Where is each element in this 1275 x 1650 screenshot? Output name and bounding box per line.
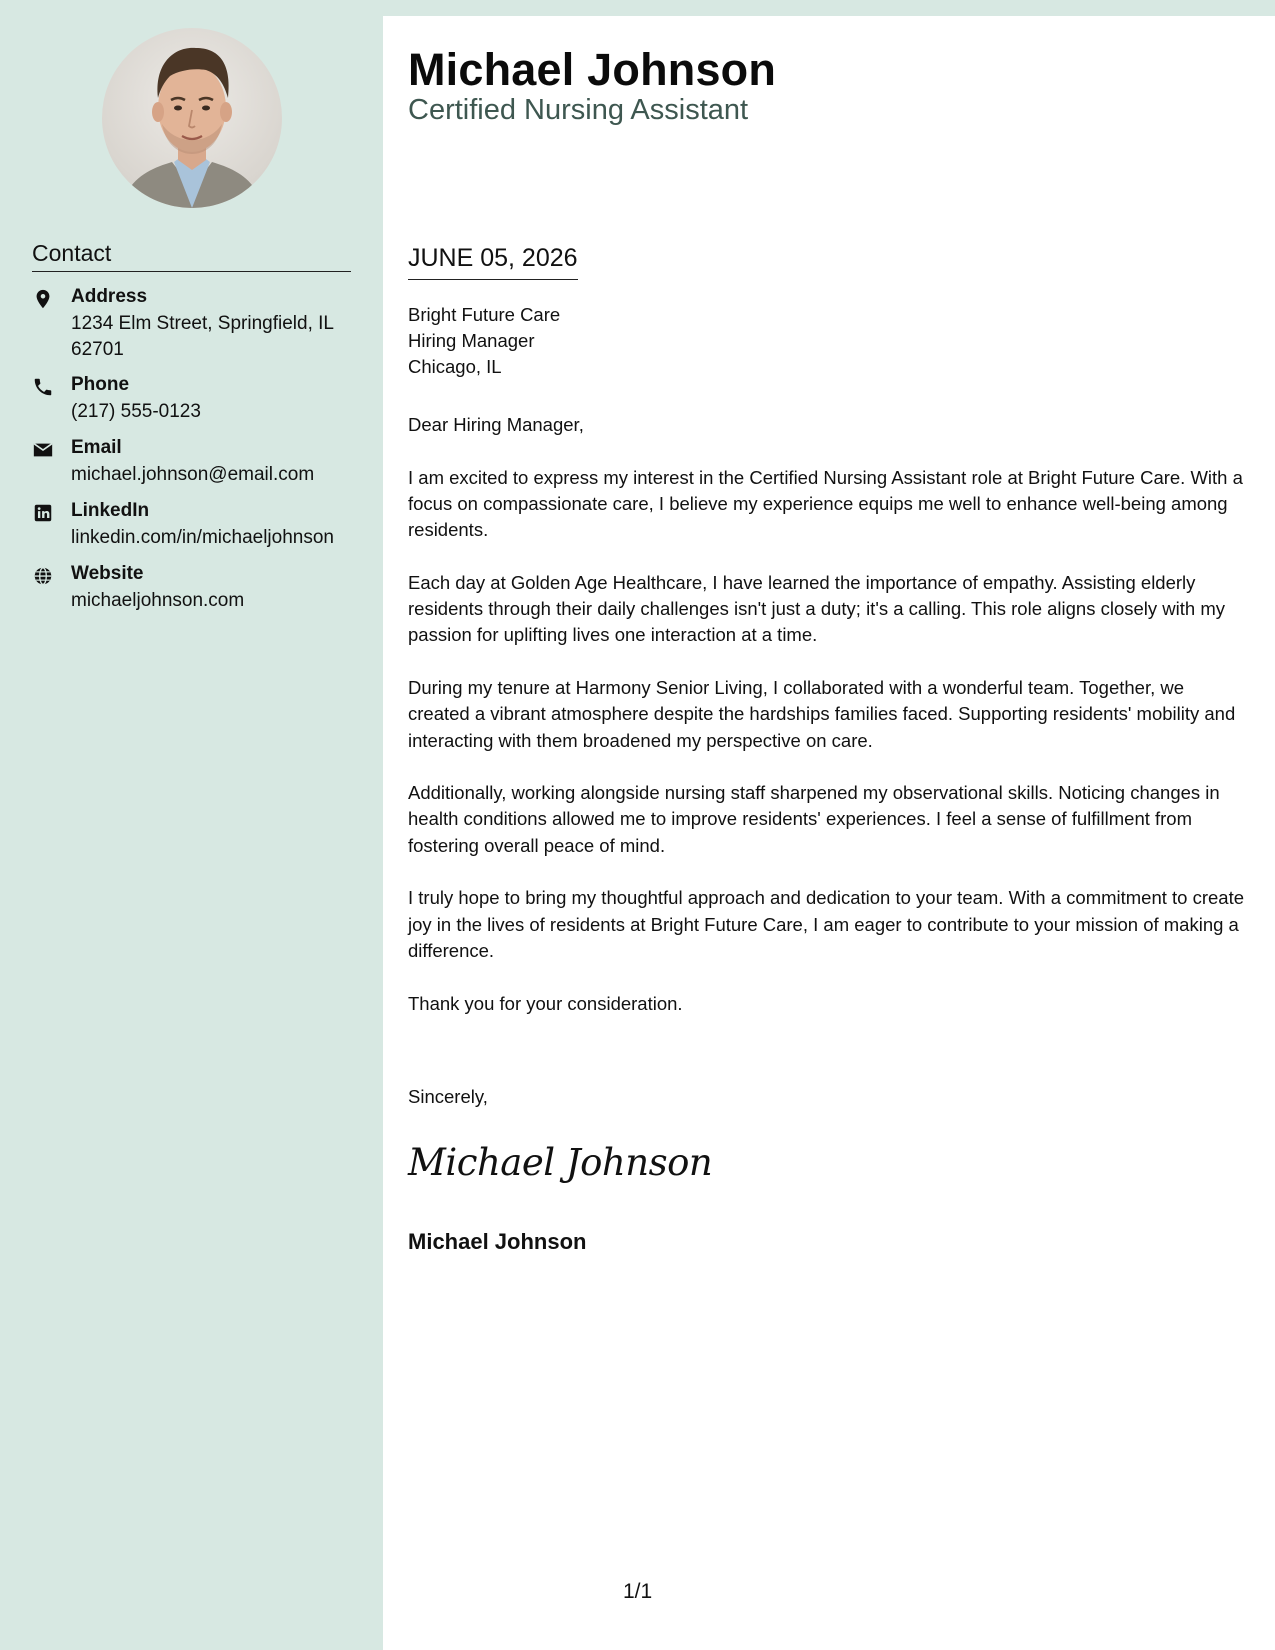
website-label: Website [71, 563, 144, 584]
recipient-location: Chicago, IL [408, 356, 502, 377]
closing: Sincerely, [408, 1086, 488, 1107]
avatar [102, 28, 282, 208]
recipient-role: Hiring Manager [408, 330, 535, 351]
sidebar [0, 0, 383, 1650]
paragraph: Additionally, working alongside nursing staff sharpened my observational skills. Noticing changes in health conditions allowed me to improve residents' experiences. I feel a sense of fulfillment from fostering overall peace of mind. [408, 782, 1220, 856]
paragraph: I truly hope to bring my thoughtful approach and dedication to your team. With a commitment to create joy in the lives of residents at Bright Future Care, I am eager to contribute to your mission of making a difference. [408, 887, 1245, 961]
linkedin-value[interactable]: linkedin.com/in/michaeljohnson [71, 527, 334, 548]
job-title: Certified Nursing Assistant [408, 94, 749, 126]
recipient-block [408, 302, 560, 380]
map-pin-icon [32, 288, 54, 310]
address-value: 1234 Elm Street, Springfield, IL 62701 [71, 313, 334, 360]
page-number: 1/1 [623, 1580, 653, 1603]
paragraph: Each day at Golden Age Healthcare, I have learned the importance of empathy. Assisting elderly residents through their daily challenges isn't just a duty; it's a calling. This role aligns closely with my passion for uplifting lives one interaction at a time. [408, 571, 1225, 646]
envelope-icon [32, 439, 54, 461]
paragraph: I am excited to express my interest in the Certified Nursing Assistant role at Bright Future Care. With a focus on compassionate care, I believe my experience equips me well to enhance well-being among residents. [408, 466, 1243, 541]
letter-content [408, 412, 1248, 1043]
address-label: Address [71, 286, 148, 307]
salutation: Dear Hiring Manager, [408, 414, 584, 435]
phone-value: (217) 555-0123 [71, 401, 201, 422]
signed-name: Michael Johnson [408, 1229, 587, 1254]
recipient-company: Bright Future Care [408, 304, 561, 325]
thanks-line: Thank you for your consideration. [408, 992, 683, 1014]
signature: Michael Johnson [408, 1141, 713, 1184]
globe-icon [32, 565, 54, 587]
email-value: michael.johnson@email.com [71, 464, 315, 485]
profile-photo [102, 28, 282, 208]
phone-icon [32, 376, 54, 398]
email-label: Email [71, 437, 122, 458]
linkedin-label: LinkedIn [71, 500, 150, 521]
applicant-name: Michael Johnson [408, 44, 777, 95]
contact-heading: Contact [32, 240, 351, 272]
website-value[interactable]: michaeljohnson.com [71, 590, 245, 611]
letter-body [383, 16, 1275, 1650]
paragraph: During my tenure at Harmony Senior Living, I collaborated with a wonderful team. Together, we created a vibrant atmosphere despite the hardships families faced. Supporting residents' mobility and interacting with them broadened my perspective on care. [408, 676, 1236, 751]
linkedin-icon [32, 502, 54, 524]
letter-date: JUNE 05, 2026 [408, 244, 578, 280]
phone-label: Phone [71, 374, 130, 395]
